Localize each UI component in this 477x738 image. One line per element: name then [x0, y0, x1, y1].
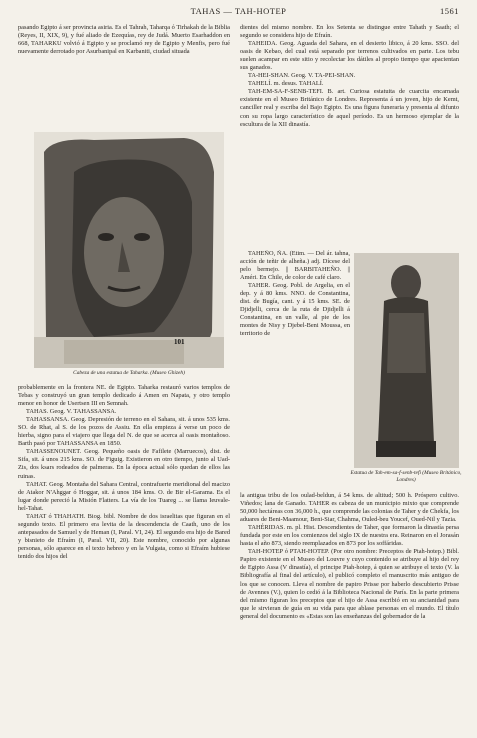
entry-taheridas: TAHÉRIDAS. m. pl. Hist. Descendientes de Taher, que formaron la dinastía persa fundada por este en los comienzos del siglo IX de nuestra era. Reinaron en el Jorasán hasta el año 873, siendo reemplazados en 873 por los soffáridas. — [240, 524, 459, 548]
statue-illustration — [354, 253, 459, 468]
paragraph: dientes del mismo nombre. En los Setenta se distingue entre Tahath y Saath; el segundo se considera hijo de Efraín. — [240, 24, 459, 40]
right-column-bottom — [240, 492, 459, 726]
running-title: TAHAS — TAH-HOTEP — [190, 6, 287, 16]
entry-ta-hei-shan: TA-HEI-SHAN. Geog. V. TA-PEI-SHAN. — [248, 72, 356, 80]
entry-tah-hotep: TAH-HOTEP ó PTAH-HOTEP. (Por otro nombre: Preceptos de Ptah-hotep.) Bibl. Papiro existente en el Museo del Louvre y cuyo contenido se atribuye al hijo del rey de Egipto Assa (V dinastía), el principe Ptah-hotep, á quien se atribuye el texto (V. la Bibliografía al final del artículo), el publicó completo el manuscrito más antiguo de los que se conocen. Lleva el nombre de papiro Prisse por haberlo descubierto Prisse de Avennes (V.), quien lo cedió á la Biblioteca Nacional de París. En la parte primera del mismo figuran los preceptos que el hijo de Assa escribió en su ancianidad para que le sirvieran de guía en su vida para que ablase personas en el mundo. El título general del documento es «Estas son las enseñanzas del gobernador de la — [240, 548, 459, 620]
left-column-bottom — [18, 384, 230, 726]
figure-caption: Cabeza de una estatua de Taharka. (Museo Ghizeh) — [73, 370, 185, 376]
entry-tahassenounet: TAHASSENOUNET. Geog. Pequeño oasis de Fafilete (Marruecos), dist. de Sifa, sit. á unos 215 kms. SO. de Figuig. Existieron en otro tiempo, junto al Uad-Zis, dos ksars rodeados de palmeras. En la época actual sólo quedan de ellos las ruinas. — [18, 448, 230, 480]
left-column-top — [18, 24, 230, 131]
paragraph: probablemente en la frontera NE. de Egipto. Taharka restauró varios templos de Tebas y construyó un gran templo dedicado á Amen en Napata, y otro templo menor en honor de Usertsen III en Semnah. — [18, 384, 230, 408]
page-header — [18, 6, 459, 20]
paragraph: la antigua tribu de los oulad-beldun, á 54 kms. de altitud; 500 h. Próspero cultivo. Viñedos; lana de Ganado. TAHER es cabeza de un municipio mixto que comprende 50,000 hectáreas con 36,000 h., que comprende las colonias de Taher y de Chekfa, los aduares de Beni-Maamour, Beni-Siar, Chahma, Ouled-beu Youcef, Oued-Nil y Tazia. — [240, 492, 459, 524]
entry-tahat-biog: TAHAT ó THAHATH. Biog. bibl. Nombre de dos israelitas que figuran en el segundo texto. El primero era levita de la descendencia de Caath, uno de los antepasados de Samuel y de Heman (I, Paral. VI, 24). El segundo era hijo de Bared y bisnieto de Efraím (I, Paral. VII, 20). Este nombre, conocido por algunas personas, sólo aparece en el texto hebreo y en la Vulgata, como si Efraím hubiese tenido dos hijos del — [18, 512, 230, 560]
entry-taheli: TAHELÍ. m. desus. TAHALÍ. — [248, 80, 324, 88]
taharka-head-illustration — [34, 132, 224, 368]
figure-statue — [354, 253, 459, 468]
entry-taher: TAHER. Geog. Pobl. de Argelia, en el dep. y á 80 kms. NNO. de Constantina, dist. de Bugía, cant. y á 15 kms. SE. de Djidjelli, cerca de la ruta de Djidjelli á Constantina, en un valle, al pie de los montes de Nisy y Djebel-Beni Moussa, en territorio de — [240, 282, 350, 338]
entry-tah-em-sa-f-senb-tefi: TAH-EM-SA-F-SENB-TEFI. B. art. Curiosa estatuita de cuarcita encarnada existente en el Museo Británico de Londres. Representa á un joven, hijo de Kemt, canciller real y escriba del Bajo Egipto. Es una figura funeraria y presenta al difunto con su ropa largo característico de aquel período. Es un hermoso ejemplar de la escultura de la XII dinastía. — [240, 88, 459, 128]
figure-caption: Estatua de Tah-em-sa-f-senb-tefi (Museo Británico, Londres) — [350, 470, 462, 483]
page-number: 1561 — [440, 6, 459, 16]
paragraph: pasando Egipto á ser provincia asiria. Es el Tahrah, Taharqa ó Tirhakah de la Biblia (Reyes, II, XIX, 9), y fué aliado de Ezequías, rey de Judá. Muerto Esarhaddon en 668, TAHARKU volvió á Egipto y se proclamó rey de Egipto y Menfis, pero fué nuevamente derrotado por Asurbanipal en Karbaniti, ciudad situada — [18, 24, 230, 56]
entry-taheida: TAHEIDA. Geog. Aguada del Sahara, en el desierto libico, á 20 kms. SSO. del oasis de Kebao, del cual está separado por terrenos cultivados en parte. Los tebu suelen acampar en este sitio y recolectar los dátiles al propio tiempo que apacientan sus ganados. — [240, 40, 459, 72]
entry-tahas: TAHAS. Geog. V. TAHASSANSA. — [26, 408, 117, 416]
right-column-mid — [240, 250, 350, 492]
entry-tahat-geog: TAHAT. Geog. Montaña del Sahara Central, contrafuerte meridional del macizo de Atakor N'Ahggar ó Hoggar, sit. á unos 184 kms. O. de Bir el-Garama. Es el lugar donde pereció la Misión Flatters. La vía de los Tuareg ... se llama Ieuvale-hel-Tahat. — [18, 480, 230, 512]
figure-taharka-head — [34, 132, 224, 368]
figure-number: 101 — [174, 338, 185, 346]
right-column-top — [240, 24, 459, 250]
entry-tahassansa: TAHASSANSA. Geog. Depresión de terreno en el Sahara, sit. á unos 535 kms. SO. de Rhat, al S. de los pozos de Assiu. En ella empieza á verse un poco de hierba, signo para el viajero que llega del N. de que se acerca al oasis montañoso. Barth pasó por TAHASSANSA en 1850. — [18, 416, 230, 448]
entry-taheno: TAHEÑO, ÑA. (Etim. — Del ár. tahna, acción de teñir de alheña.) adj. Dícese del pelo bermejo. || BARBITAHEÑO. || Améri. En Chile, de color de café claro. — [240, 250, 350, 282]
